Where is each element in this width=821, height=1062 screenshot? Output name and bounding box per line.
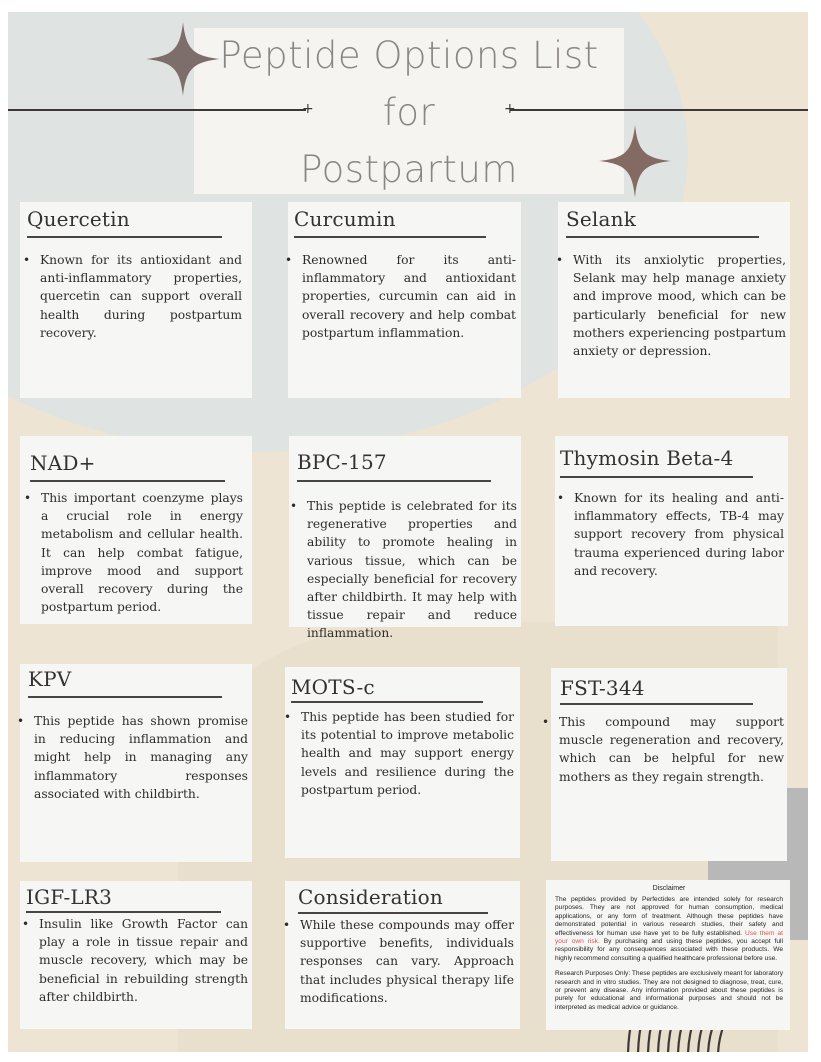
card-bullets — [41, 489, 243, 616]
disclaimer-warning: Use them at your own risk. — [555, 929, 783, 946]
bullet-item: • Known for its healing and anti-inflammatory effects, TB-4 may support recovery from physical trauma experienced during labor and recovery. — [574, 489, 784, 580]
card-title: Quercetin — [27, 207, 130, 231]
disclaimer-paragraph-1 — [555, 896, 783, 963]
peptide-card-mots-c — [285, 667, 520, 858]
peptide-card-curcumin — [288, 202, 521, 398]
disclaimer-text — [555, 884, 783, 1012]
title-box — [194, 28, 624, 194]
bullet-item: • This peptide has shown promise in reducing inflammation and might help in managing any inflammatory responses associated with childbirth. — [34, 712, 248, 803]
card-title: Selank — [566, 207, 637, 231]
card-title-underline — [27, 236, 222, 238]
card-title: Curcumin — [294, 207, 396, 231]
card-title: BPC-157 — [297, 450, 387, 474]
card-title-underline — [566, 236, 759, 238]
plus-icon: + — [504, 101, 516, 117]
card-title: FST-344 — [560, 676, 645, 700]
bullet-item: • Known for its antioxidant and anti-inflammatory properties, quercetin can support overall health during postpartum recovery. — [40, 251, 242, 342]
card-bullets — [302, 251, 516, 342]
peptide-card-kpv — [20, 664, 252, 862]
peptide-card-fst-344 — [551, 668, 787, 861]
bullet-item: • This peptide is celebrated for its regenerative properties and ability to promote healing in various tissue, which can be especially beneficial for recovery after childbirth. It may help with tissue repair and reduce inflammation. — [307, 497, 517, 643]
card-title-underline — [560, 476, 753, 478]
peptide-card-thymosin-beta-4 — [555, 436, 788, 626]
title-rule-right — [510, 109, 808, 111]
card-title-underline — [26, 911, 221, 913]
disclaimer-paragraph-2: Research Purposes Only: These peptides are exclusively meant for laboratory research and in vitro studies. They are not designed to diagnose, treat, cure, or prevent any disease. Any information provided about these peptides is purely for educational and informational purposes and should not be interpreted as medical advice or guidance. — [555, 970, 783, 1011]
card-title: KPV — [28, 667, 72, 691]
disclaimer-text-part: By purchasing and using these peptides, you accept full responsibility for any consequences associated with these products. We highly recommend consulting a qualified healthcare professional before use. — [555, 938, 783, 962]
card-bullets — [39, 915, 248, 1006]
four-point-star-icon — [599, 125, 671, 197]
page-title-line-1: Peptide Options List — [219, 34, 599, 77]
card-bullets — [559, 713, 784, 786]
consideration-card — [285, 881, 520, 1029]
card-title-underline — [298, 912, 488, 914]
card-bullets — [40, 251, 242, 342]
bullet-item: • This important coenzyme plays a crucial role in energy metabolism and cellular health. It can help combat fatigue, improve mood and support overall recovery during the postpartum period. — [41, 489, 243, 616]
card-title: Consideration — [298, 885, 443, 909]
card-title: IGF-LR3 — [26, 885, 113, 909]
disclaimer-text-part: The peptides provided by Perfectides are intended solely for research purposes. They are not approved for human consumption, medical applications, or any form of treatment. Although these peptides have demonstrated potential in various research studies, their safety and effectiveness for human use have yet to be fully established. — [555, 896, 783, 937]
peptide-card-igf-lr3 — [20, 881, 252, 1029]
card-bullets — [573, 251, 786, 360]
disclaimer-heading: Disclaimer — [652, 885, 686, 892]
bullet-item: • While these compounds may offer supportive benefits, individuals responses can vary. Approach that includes physical therapy life modifications. — [300, 916, 514, 1007]
peptide-card-selank — [558, 202, 790, 398]
card-bullets — [34, 712, 248, 803]
page-background — [8, 12, 808, 1052]
plus-icon: + — [302, 101, 314, 117]
title-rule-left — [8, 109, 306, 111]
card-title-underline — [297, 480, 491, 482]
card-title: MOTS-c — [291, 675, 375, 699]
card-bullets — [574, 489, 784, 580]
page-title-line-3: Postpartum — [300, 148, 518, 191]
card-title: NAD+ — [30, 451, 96, 475]
card-title-underline — [294, 236, 486, 238]
peptide-card-bpc-157 — [289, 436, 521, 641]
four-point-star-icon — [146, 22, 220, 96]
bullet-item: • With its anxiolytic properties, Selank may help manage anxiety and improve mood, which can be particularly beneficial for new mothers experiencing postpartum anxiety or depression. — [573, 251, 786, 360]
card-title-underline — [30, 480, 225, 482]
card-bullets — [301, 708, 514, 799]
peptide-card-nad — [20, 436, 252, 624]
card-title-underline — [291, 701, 483, 703]
bullet-item: • This peptide has been studied for its potential to improve metabolic health and may support energy levels and resilience during the postpartum period. — [301, 708, 514, 799]
bullet-item: • This compound may support muscle regeneration and recovery, which can be helpful for new mothers as they regain strength. — [559, 713, 784, 786]
card-bullets — [300, 916, 514, 1007]
page-title-line-2: for — [382, 91, 436, 134]
peptide-card-quercetin — [20, 202, 252, 398]
card-bullets — [307, 497, 517, 643]
bullet-item: • Insulin like Growth Factor can play a role in tissue repair and muscle recovery, which may be beneficial in rebuilding strength after childbirth. — [39, 915, 248, 1006]
disclaimer-card — [546, 880, 790, 1030]
bullet-item: • Renowned for its anti-inflammatory and antioxidant properties, curcumin can aid in overall recovery and help combat postpartum inflammation. — [302, 251, 516, 342]
card-title-underline — [28, 696, 222, 698]
card-title-underline — [560, 703, 753, 705]
card-title: Thymosin Beta-4 — [560, 446, 734, 470]
